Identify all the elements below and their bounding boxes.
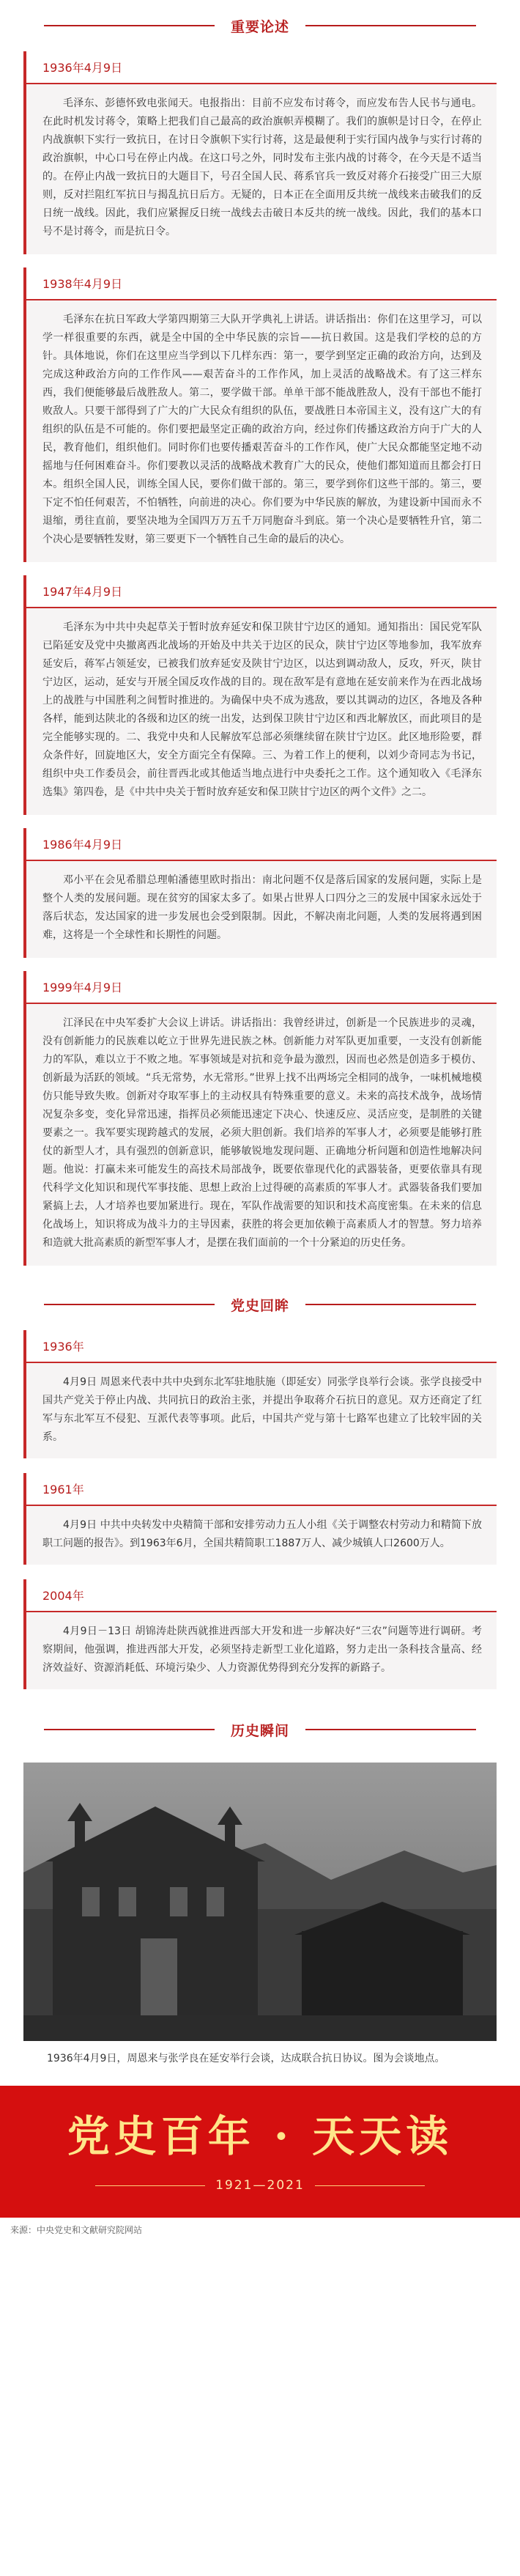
entry-text: 江泽民在中央军委扩大会议上讲话。讲话指出：我曾经讲过，创新是一个民族进步的灵魂，没有创新能力的民族难以屹立于世界先进民族之林。创新能力对军队更加重要，一支没有创新能力的军队，难以立于不败之地。军事领域是对抗和竞争最为激烈，因而也必然是创造多于模仿、创新最为活跃的领域。“兵无常势，水无常形。”世界上找不出两场完全相同的战争，一味机械地模仿只能导致失败。创新对夺取军事上的主动权具有特殊重要的意义。未来的高技术战争，战场情况复杂多变，变化异常迅速，指挥员必须能迅速定下决心、快速反应、灵活应变，是制胜的关键要素之一。我军要实现跨越式的发展，必须大胆创新。我们培养的军事人才，必须要是能够打胜仗的新型人才，具有强烈的创新意识，能够敏锐地发现问题、正确地分析问题和创造性地解决问题。他说：打赢未来可能发生的高技术局部战争，既要依靠现代化的武器装备，更要依靠具有现代科学文化知识和现代军事技能、思想上政治上过得硬的高素质的军事人才。武器装备我们要加紧搞上去，人才培养也要加紧进行。现在，军队作战需要的知识和技术高度密集。在未来的信息化战场上，知识将成为战斗力的主导因素，获胜的将会更加依赖于高素质人才的智慧。努力培养和造就大批高素质的新型军事人才，是摆在我们面前的一个十分紧迫的历史任务。 (42, 1017, 482, 1249)
divider (305, 1729, 476, 1730)
entry-date: 1999年4月9日 (26, 971, 497, 1004)
divider (44, 25, 215, 26)
entry-card (23, 1579, 497, 1689)
entry-text: 毛泽东在抗日军政大学第四期第三大队开学典礼上讲话。讲话指出：你们在这里学习，可以学一样很重要的东西，就是全中国的全中华民族的宗旨——抗日救国。这是我们学校的总的方针。具体地说，你们在这里应当学到以下几样东西：第一，要学到坚定正确的政治方向，达到及完成这种政治方向的工作作风——艰苦奋斗的工作作风，加上灵活的战略战术。有了这三样东西，我们便能够最后战胜敌人。第二，要学做干部。单单干部不能战胜敌人，没有干部也不能打败敌人。只要干部得到了广大的广大民众有组织的队伍，要战胜日本帝国主义，没有这广大的有组织的队伍是不可能的。你们要把最坚定正确的政治方向，经过你们传播这政治方向于广大的人民，教育他们，组织他们。同时你们也要传播艰苦奋斗的工作作风，使广大民众都能坚定地不动摇地与任何困难奋斗。你们要教以灵活的战略战术教育广大的民众，使他们都知道而且都会打日本。组织全国人民，训练全国人民，要你们做干部的。第三，要学到你们这些干部的。第三，要下定不怕任何艰苦，不怕牺牲，向前进的决心。你们要为中华民族的解放，为建设新中国而永不退缩，勇往直前，要坚决地为全国四万万五千万同胞奋斗到底。第一个决心是要牺牲升官，第二个决心是要牺牲发财，第三要更下一个牺牲自己生命的最后的决心。 (42, 314, 482, 545)
entry-card (23, 828, 497, 958)
entry-text: 4月9日 中共中央转发中央精简干部和安排劳动力五人小组《关于调整农村劳动力和精简下放职工问题的报告》。到1963年6月，全国共精简职工1887万人、减少城镇人口2600万人。 (42, 1519, 482, 1549)
review-list (23, 1330, 497, 1689)
section-header-moment (0, 1704, 520, 1755)
historical-photo-block (23, 1763, 497, 2075)
divider (305, 1304, 476, 1305)
divider (44, 1729, 215, 1730)
entry-text: 邓小平在会见希腊总理帕潘德里欧时指出：南北问题不仅是落后国家的发展问题，实际上是整个人类的发展问题。现在贫穷的国家太多了。如果占世界人口四分之三的发展中国家永远处于落后状态，发达国家的进一步发展也会受到限制。因此，不解决南北问题，人类的发展将遇到困难，这将是一个全球性和长期性的问题。 (42, 874, 482, 941)
entry-text: 毛泽东、彭德怀致电张闻天。电报指出：目前不应发布讨蒋令，而应发布告人民书与通电。在此时机发讨蒋令，策略上把我们自己最高的政治旗帜弄模糊了。我们的旗帜是讨日令，在停止内战旗帜下实行一致抗日，在讨日令旗帜下实行讨蒋，这是最便利于实行国内战争与实行讨蒋的政治旗帜，中心口号在停止内战。在这口号之外，同时发布主张内战的讨蒋令，在今天是不适当的。在停止内战一致抗日的大题目下，号召全国人民、蒋系官兵一致反对蒋介石接受广田三大原则，反对拦阻红军抗日与揭乱抗日后方。无疑的，日本正在全面用反共统一战线来击破我们的反日统一战线。因此，我们应紧握反日统一战线去击破日本反共的统一战线。因此，我们的基本口号不是讨蒋令，而是抗日令。 (42, 97, 482, 237)
banner-years: 1921—2021 (215, 2178, 305, 2193)
section-title: 重要论述 (231, 18, 290, 35)
entry-text: 4月9日－13日 胡锦涛赴陕西就推进西部大开发和进一步解决好“三农”问题等进行调研。考察期间，他强调，推进西部大开发，必须坚持走新型工业化道路，努力走出一条科技含量高、经济效益好、资源消耗低、环境污染少、人力资源优势得到充分发挥的新路子。 (42, 1625, 482, 1674)
entry-card (23, 575, 497, 815)
photo-caption: 1936年4月9日，周恩来与张学良在延安举行会谈，达成联合抗日协议。图为会谈地点。 (47, 2053, 445, 2064)
historical-photo (23, 1763, 497, 2041)
entry-card (23, 51, 497, 254)
banner-title: 党史百年 · 天天读 (67, 2111, 453, 2161)
divider (95, 2185, 205, 2186)
entry-date: 1936年4月9日 (26, 51, 497, 84)
entry-date: 1986年4月9日 (26, 828, 497, 861)
section-header-important (0, 0, 520, 51)
entry-date: 1936年 (26, 1330, 497, 1363)
brand-banner (0, 2086, 520, 2218)
entry-card (23, 1330, 497, 1458)
divider (315, 2185, 425, 2186)
entry-card (23, 971, 497, 1266)
entry-date: 2004年 (26, 1579, 497, 1612)
section-header-review (0, 1279, 520, 1330)
entry-text: 毛泽东为中共中央起草关于暂时放弃延安和保卫陕甘宁边区的通知。通知指出：国民党军队已陷延安及党中央撤离西北战场的开始及中共关于边区的民众，陕甘宁边区等地参加，我军放弃延安后，蒋军占领延安，已被我们放弃延安及陕甘宁边区，以达到调动敌人，反攻，歼灭，陕甘宁边区，运动，延安与开展全国反攻作战的目的。现在敌军是有意地在延安前来作为在西北战场上的战胜与中国胜利之间暂时推进的。为确保中央不成为逃敌，要以其调动的边区，各地及各种各样，能到达陕北的各级和边区的统一出发，达到保卫陕甘宁边区和西北解放区，而此项目的是完全能够实现的。二、我党中央和人民解放军总部必须继续留在陕甘宁边区。此区地形险要，群众条件好，回旋地区大，安全方面完全有保障。三、为着工作上的便利，以刘少奇同志为书记，组织中央工作委员会，前往晋西北或其他适当地点进行中央委托之工作。这个通知收入《毛泽东选集》第四卷，是《中共中央关于暂时放弃延安和保卫陕甘宁边区的两个文件》之二。 (42, 621, 482, 798)
important-list (23, 51, 497, 1266)
entry-text: 4月9日 周恩来代表中共中央到东北军驻地肤施（即延安）同张学良举行会谈。张学良接受中国共产党关于停止内战、共同抗日的政治主张，并提出争取蒋介石抗日的意见。双方还商定了红军与东北军互不侵犯、互派代表等事项。此后，中国共产党与第十七路军也建立了比较牢固的关系。 (42, 1376, 482, 1443)
entry-date: 1961年 (26, 1473, 497, 1506)
section-title: 历史瞬间 (231, 1722, 290, 1739)
divider (44, 1304, 215, 1305)
entry-date: 1938年4月9日 (26, 267, 497, 300)
divider (305, 25, 476, 26)
entry-card (23, 1473, 497, 1565)
source-credit: 来源：中央党史和文献研究院网站 (10, 2225, 143, 2235)
entry-card (23, 267, 497, 562)
entry-date: 1947年4月9日 (26, 575, 497, 608)
section-title: 党史回眸 (231, 1297, 290, 1314)
banner-years-row (0, 2178, 520, 2193)
